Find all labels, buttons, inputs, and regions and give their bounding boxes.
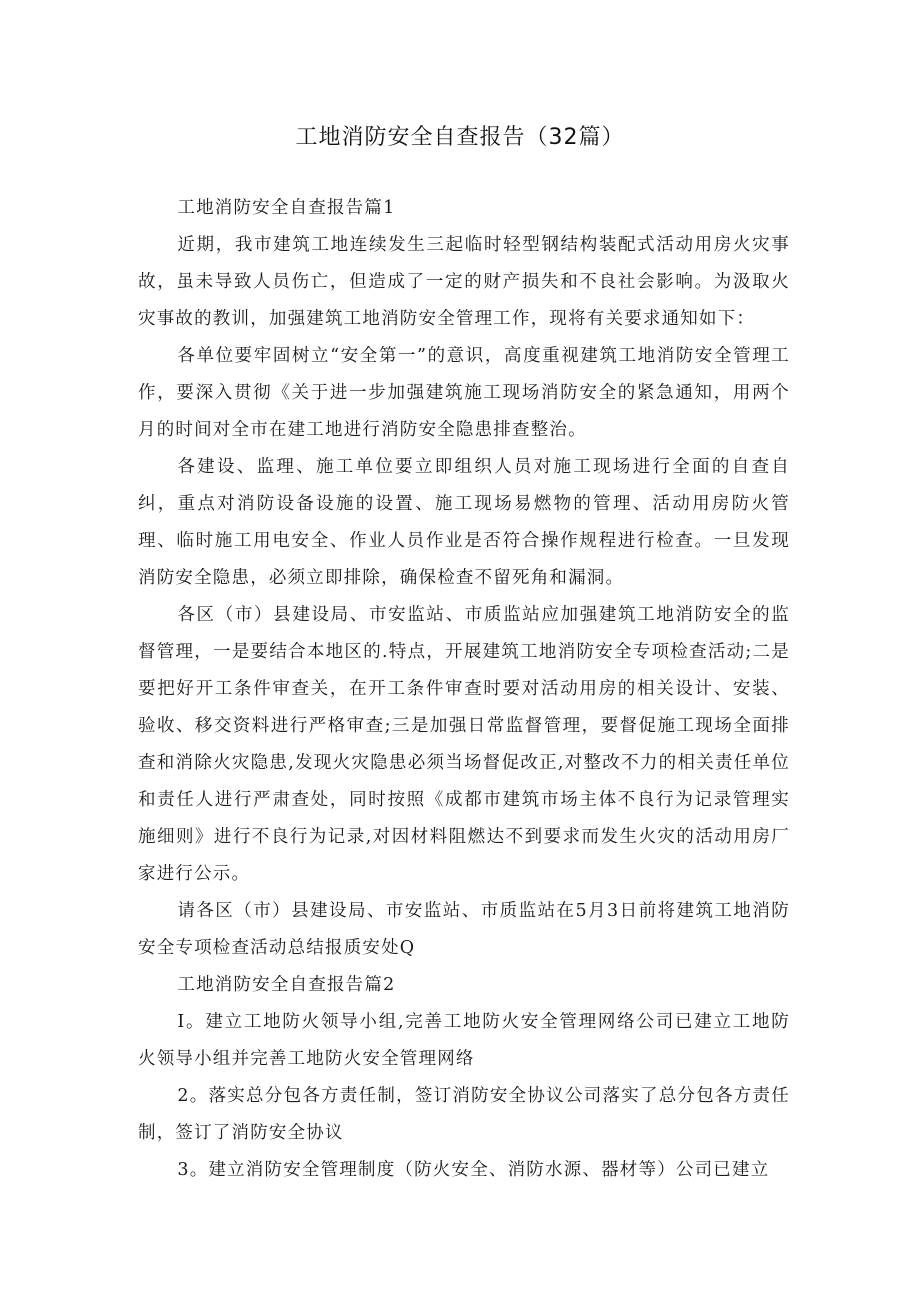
section-heading: 工地消防安全自查报告篇1 [177, 198, 396, 218]
paragraph: 请各区（市）县建设局、市安监站、市质监站在5月3日前将建筑工地消防安全专项检查活动总结报质安处Q [138, 901, 790, 958]
paragraph: 3。建立消防安全管理制度（防火安全、消防水源、器材等）公司已建立 [177, 1160, 770, 1180]
paragraph: 各建设、监理、施工单位要立即组织人员对施工现场进行全面的自查自纠，重点对消防设备设施的设置、施工现场易燃物的管理、活动用房防火管理、临时施工用电安全、作业人员作业是否符合操作规程进行检查。一旦发现消防安全隐患，必须立即排除，确保检查不留死角和漏洞。 [138, 457, 790, 588]
paragraph: I。建立工地防火领导小组,完善工地防火安全管理网络公司已建立工地防火领导小组并完善工地防火安全管理网络 [138, 1012, 790, 1069]
paragraph: 2。落实总分包各方责任制，签订消防安全协议公司落实了总分包各方责任制，签订了消防安全协议 [138, 1086, 790, 1143]
section-heading: 工地消防安全自查报告篇2 [177, 975, 396, 995]
document-body [138, 190, 790, 1189]
paragraph: 各单位要牢固树立“安全第一”的意识，高度重视建筑工地消防安全管理工作，要深入贯彻《关于进一步加强建筑施工现场消防安全的紧急通知，用两个月的时间对全市在建工地进行消防安全隐患排查整治。 [138, 346, 790, 440]
paragraph: 各区（市）县建设局、市安监站、市质监站应加强建筑工地消防安全的监督管理，一是要结合本地区的.特点，开展建筑工地消防安全专项检查活动;二是要把好开工条件审查关，在开工条件审查时要对活动用房的相关设计、安装、验收、移交资料进行严格审查;三是加强日常监督管理，要督促施工现场全面排查和消除火灾隐患,发现火灾隐患必须当场督促改正,对整改不力的相关责任单位和责任人进行严肃查处，同时按照《成都市建筑市场主体不良行为记录管理实施细则》进行不良行为记录,对因材料阻燃达不到要求而发生火灾的活动用房厂家进行公示。 [138, 605, 790, 884]
document-title: 工地消防安全自查报告（32篇） [295, 125, 625, 150]
paragraph: 近期，我市建筑工地连续发生三起临时轻型钢结构装配式活动用房火灾事故，虽未导致人员伤亡，但造成了一定的财产损失和不良社会影响。为汲取火灾事故的教训，加强建筑工地消防安全管理工作，现将有关要求通知如下： [138, 235, 790, 329]
